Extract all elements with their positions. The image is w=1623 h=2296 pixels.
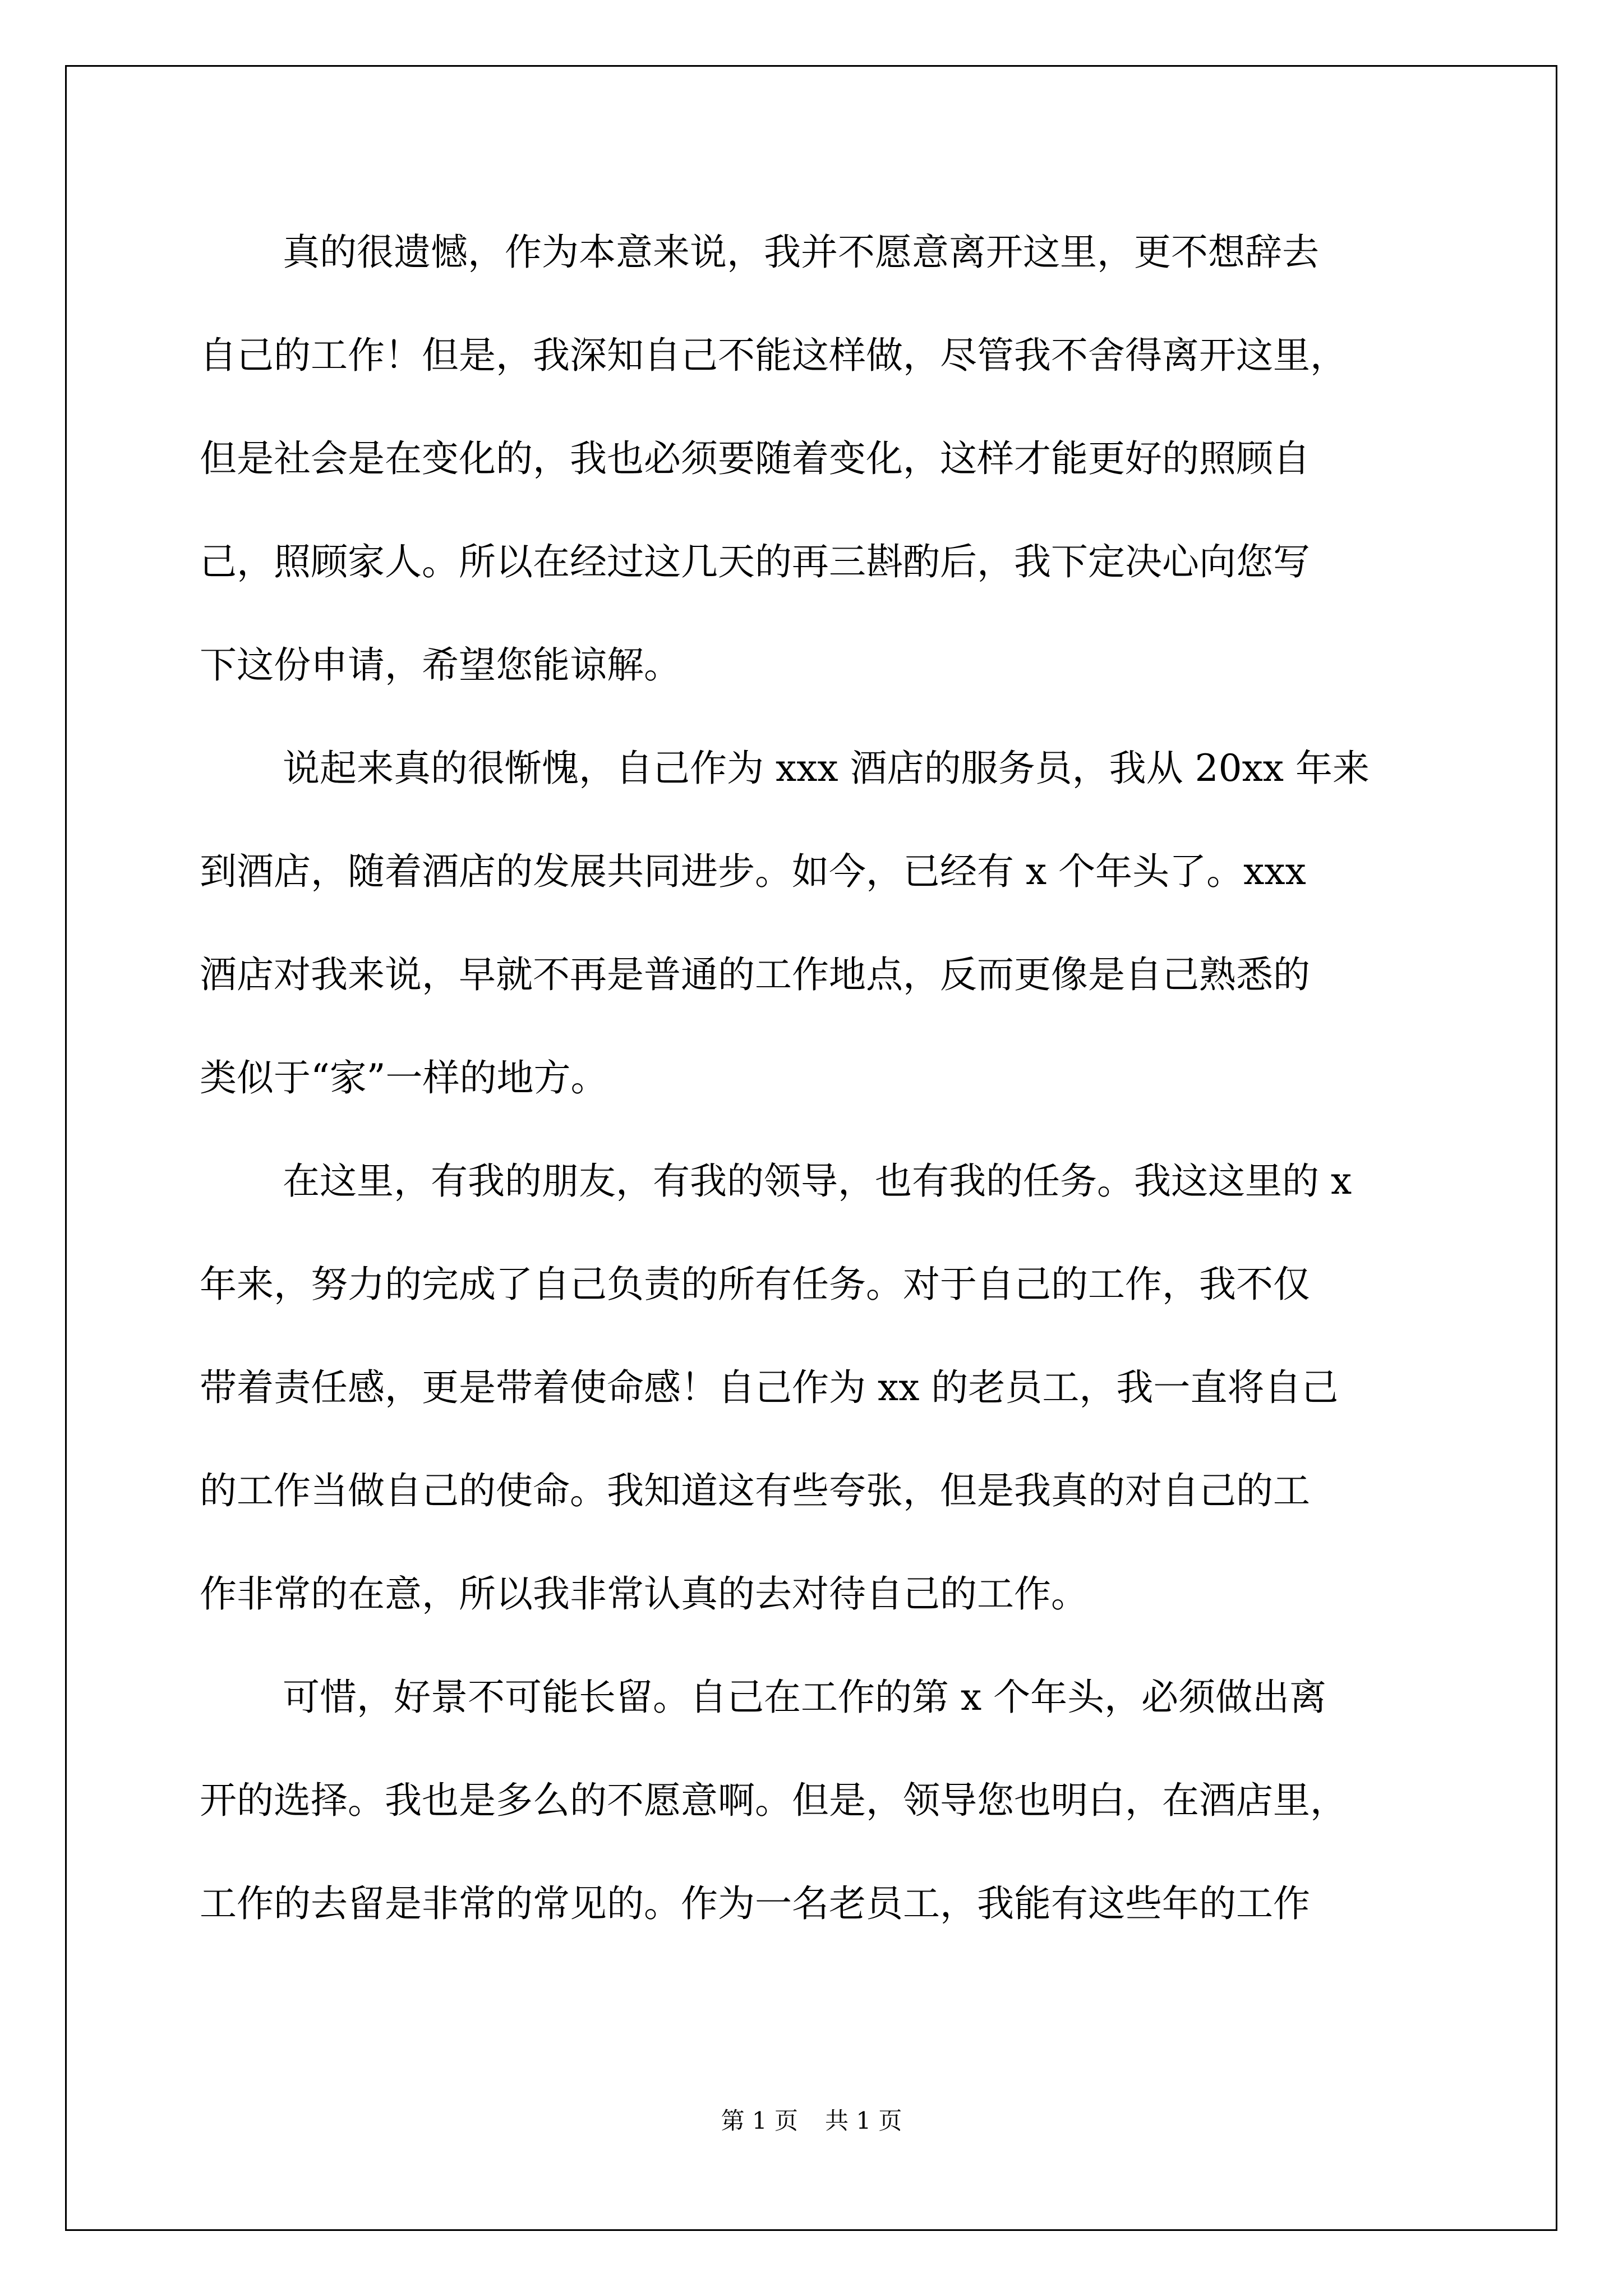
text-line: 到酒店，随着酒店的发展共同进步。如今，已经有 x 个年头了。xxx — [200, 850, 1306, 893]
text-line: 下这份申请，希望您能谅解。 — [200, 643, 681, 687]
page-count: 共 1 页 — [825, 2107, 902, 2134]
text-line: 的工作当做自己的使命。我知道这有些夸张，但是我真的对自己的工 — [200, 1469, 1310, 1512]
text-line: 己，照顾家人。所以在经过这几天的再三斟酌后，我下定决心向您写 — [200, 540, 1310, 583]
text-line: 真的很遗憾，作为本意来说，我并不愿意离开这里，更不想辞去 — [283, 231, 1319, 274]
page-number: 第 1 页 — [721, 2107, 798, 2134]
text-line: 自己的工作！但是，我深知自己不能这样做，尽管我不舍得离开这里， — [200, 334, 1347, 377]
text-line: 工作的去留是非常的常见的。作为一名老员工，我能有这些年的工作 — [200, 1882, 1310, 1925]
text-line: 但是社会是在变化的，我也必须要随着变化，这样才能更好的照顾自 — [200, 437, 1310, 480]
text-line: 年来，努力的完成了自己负责的所有任务。对于自己的工作，我不仅 — [200, 1263, 1310, 1306]
text-line: 酒店对我来说，早就不再是普通的工作地点，反而更像是自己熟悉的 — [200, 953, 1310, 996]
text-line: 带着责任感，更是带着使命感！自己作为 xx 的老员工，我一直将自己 — [200, 1366, 1339, 1409]
text-line: 类似于“家”一样的地方。 — [200, 1056, 608, 1099]
text-line: 在这里，有我的朋友，有我的领导，也有我的任务。我这这里的 x — [283, 1159, 1352, 1203]
text-line: 说起来真的很惭愧，自己作为 xxx 酒店的服务员，我从 20xx 年来 — [283, 747, 1370, 790]
text-line: 作非常的在意，所以我非常认真的去对待自己的工作。 — [200, 1572, 1088, 1616]
page-footer — [0, 2107, 1623, 2135]
text-line: 可惜，好景不可能长留。自己在工作的第 x 个年头，必须做出离 — [283, 1676, 1327, 1719]
text-line: 开的选择。我也是多么的不愿意啊。但是，领导您也明白，在酒店里， — [200, 1779, 1347, 1822]
